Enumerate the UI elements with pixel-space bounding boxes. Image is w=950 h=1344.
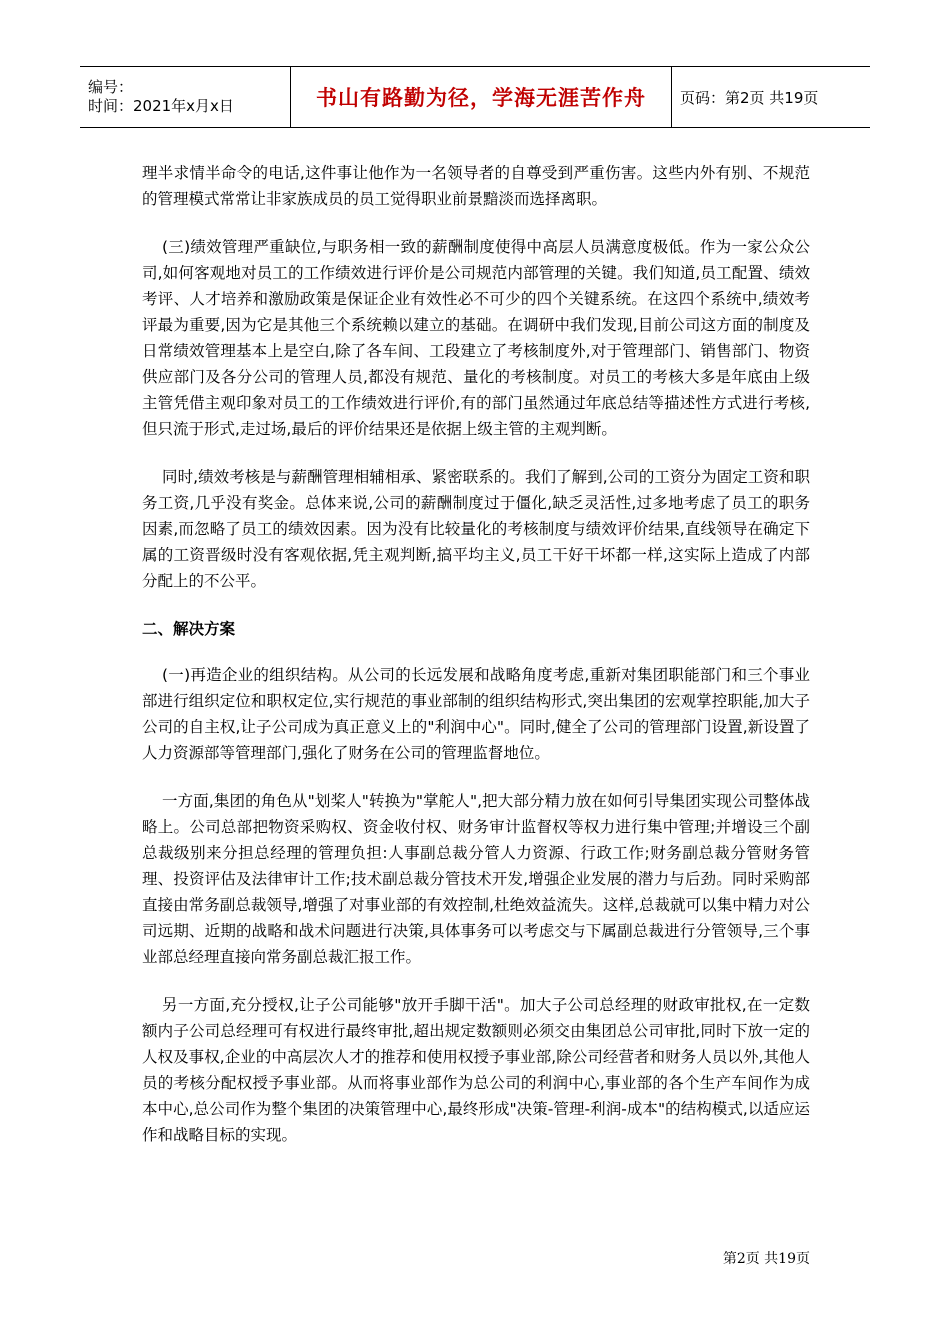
document-body [142, 160, 810, 1170]
paragraph-restructure: (一)再造企业的组织结构。从公司的长远发展和战略角度考虑,重新对集团职能部门和三个事业部进行组织定位和职权定位,实行规范的事业部制的组织结构形式,突出集团的宏观掌控职能,加大子公司的自主权,让子公司成为真正意义上的"利润中心"。同时,健全了公司的管理部门设置,新设置了人力资源部等管理部门,强化了财务在公司的管理监督地位。 [142, 666, 810, 762]
page-header [80, 66, 870, 128]
header-motto: 书山有路勤为径，学海无涯苦作舟 [291, 67, 672, 128]
paragraph-group-role: 一方面,集团的角色从"划桨人"转换为"掌舵人",把大部分精力放在如何引导集团实现公司整体战略上。公司总部把物资采购权、资金收付权、财务审计监督权等权力进行集中管理;并增设三个副总裁级别来分担总经理的管理负担:人事副总裁分管人力资源、行政工作;财务副总裁分管财务管理、投资评估及法律审计工作;技术副总裁分管技术开发,增强企业发展的潜力与后劲。同时采购部直接由常务副总裁领导,增强了对事业部的有效控制,杜绝效益流失。这样,总裁就可以集中精力对公司远期、近期的战略和战术问题进行决策,具体事务可以考虑交与下属副总裁进行分管领导,三个事业部总经理直接向常务副总裁汇报工作。 [142, 792, 810, 966]
document-number-label: 编号： [88, 78, 134, 96]
paragraph-compensation: 同时,绩效考核是与薪酬管理相辅相承、紧密联系的。我们了解到,公司的工资分为固定工资和职务工资,几乎没有奖金。总体来说,公司的薪酬制度过于僵化,缺乏灵活性,过多地考虑了员工的职务因素,而忽略了员工的绩效因素。因为没有比较量化的考核制度与绩效评价结果,直线领导在确定下属的工资晋级时没有客观依据,凭主观判断,搞平均主义,员工干好干坏都一样,这实际上造成了内部分配上的不公平。 [142, 468, 810, 590]
paragraph-performance-management: (三)绩效管理严重缺位,与职务相一致的薪酬制度使得中高层人员满意度极低。作为一家公众公司,如何客观地对员工的工作绩效进行评价是公司规范内部管理的关键。我们知道,员工配置、绩效考评、人才培养和激励政策是保证企业有效性必不可少的四个关键系统。在这四个系统中,绩效考评最为重要,因为它是其他三个系统赖以建立的基础。在调研中我们发现,目前公司这方面的制度及日常绩效管理基本上是空白,除了各车间、工段建立了考核制度外,对于管理部门、销售部门、物资供应部门及各分公司的管理人员,都没有规范、量化的考核制度。对员工的考核大多是年底由上级主管凭借主观印象对员工的工作绩效进行评价,有的部门虽然通过年底总结等描述性方式进行考核,但只流于形式,走过场,最后的评价结果还是依据上级主管的主观判断。 [142, 238, 810, 438]
paragraph-delegation: 另一方面,充分授权,让子公司能够"放开手脚干活"。加大子公司总经理的财政审批权,在一定数额内子公司总经理可有权进行最终审批,超出规定数额则必须交由集团总公司审批,同时下放一定的人权及事权,企业的中高层次人才的推荐和使用权授予事业部,除公司经营者和财务人员以外,其他人员的考核分配权授予事业部。从而将事业部作为总公司的利润中心,事业部的各个生产车间作为成本中心,总公司作为整个集团的决策管理中心,最终形成"决策-管理-利润-成本"的结构模式,以适应运作和战略目标的实现。 [142, 996, 810, 1144]
page-footer: 第2页 共19页 [722, 1251, 810, 1267]
section-heading-solution: 二、解决方案 [142, 620, 236, 638]
header-page-code: 页码：第2页 共19页 [672, 67, 871, 128]
paragraph-continuation: 理半求情半命令的电话,这件事让他作为一名领导者的自尊受到严重伤害。这些内外有别、不规范的管理模式常常让非家族成员的员工觉得职业前景黯淡而选择离职。 [142, 164, 810, 208]
header-meta [80, 67, 291, 128]
document-date: 时间：2021年x月x日 [88, 97, 234, 115]
